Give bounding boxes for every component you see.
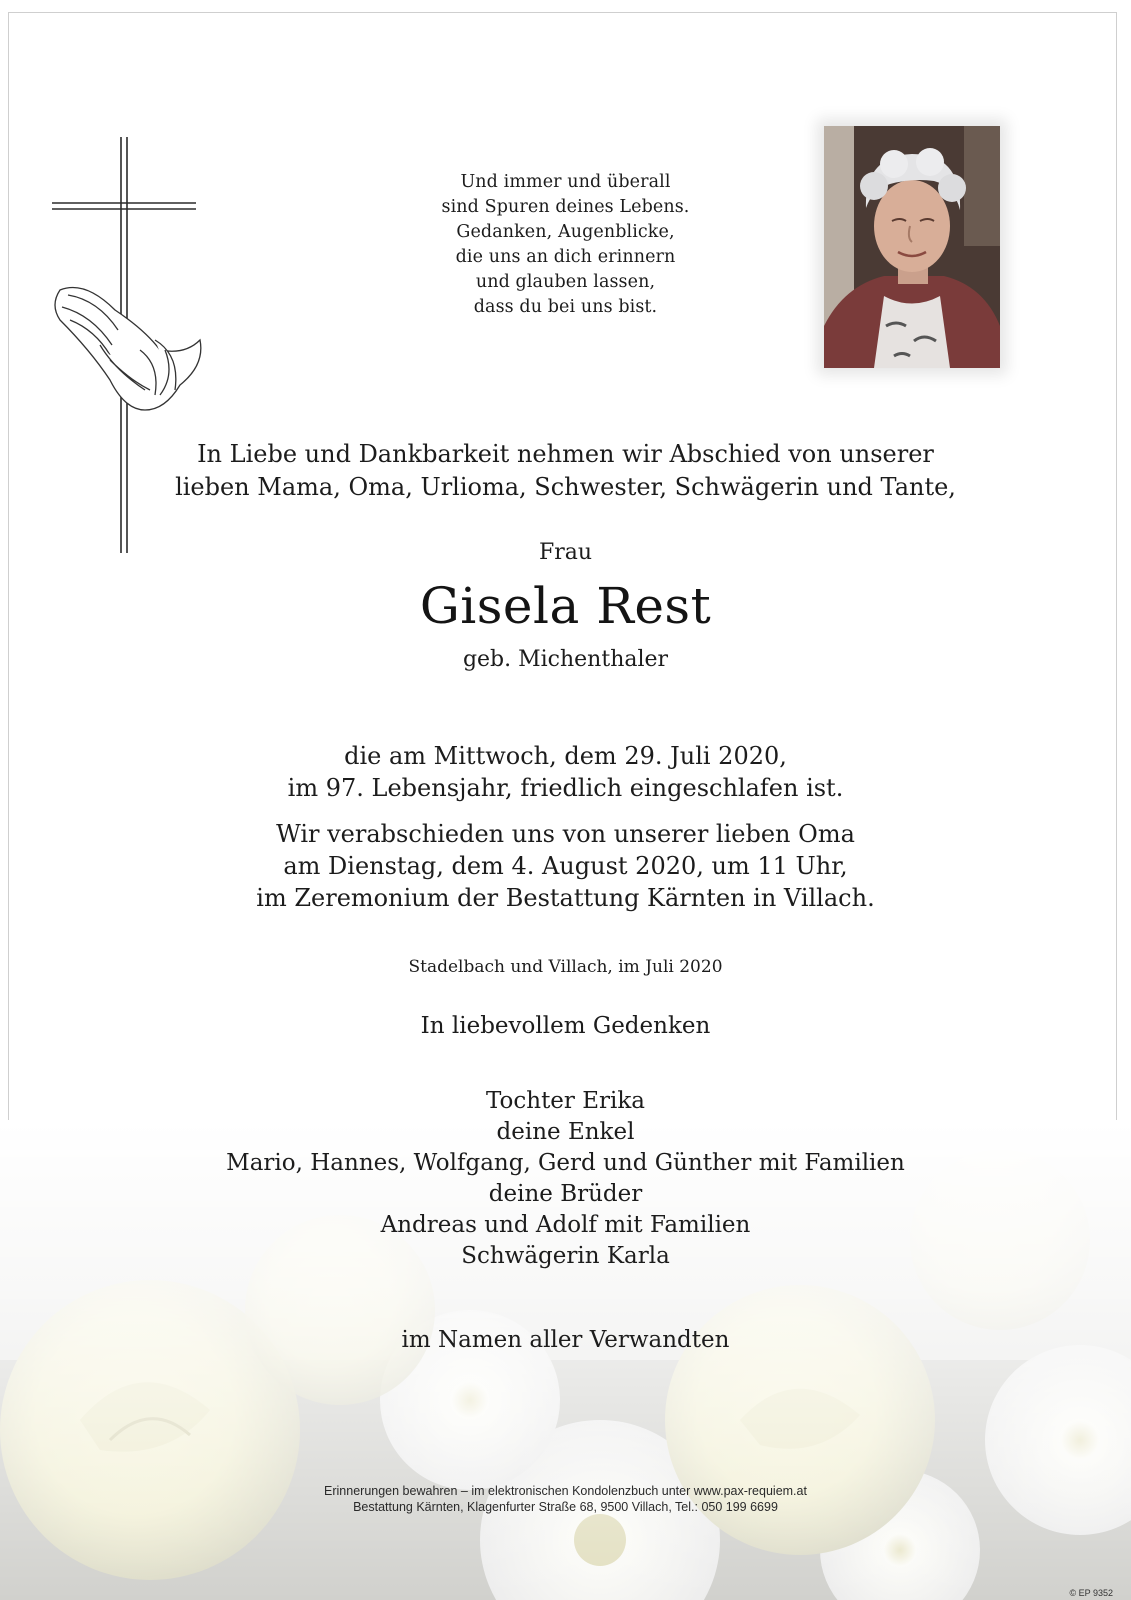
death-notice xyxy=(0,740,1131,804)
intro-line: lieben Mama, Oma, Urlioma, Schwester, Schwägerin und Tante, xyxy=(175,473,956,501)
place-date: Stadelbach und Villach, im Juli 2020 xyxy=(408,957,723,977)
salutation: Frau xyxy=(538,540,593,565)
family-line: Mario, Hannes, Wolfgang, Gerd und Günther mit Familien xyxy=(226,1150,905,1176)
service-line: Wir verabschieden uns von unserer lieben Oma xyxy=(276,820,855,848)
family-line: deine Brüder xyxy=(488,1181,643,1207)
footer xyxy=(0,1483,1131,1515)
poem-line: Gedanken, Augenblicke, xyxy=(456,222,675,242)
all-relatives-line: im Namen aller Verwandten xyxy=(401,1327,730,1353)
family-line: Tochter Erika xyxy=(485,1088,646,1114)
poem-line: dass du bei uns bist. xyxy=(473,297,658,317)
service-line: am Dienstag, dem 4. August 2020, um 11 Uhr, xyxy=(283,852,848,880)
poem-line: sind Spuren deines Lebens. xyxy=(441,197,690,217)
intro-line: In Liebe und Dankbarkeit nehmen wir Abschied von unserer xyxy=(197,440,934,468)
service-line: im Zeremonium der Bestattung Kärnten in Villach. xyxy=(256,884,875,912)
poem-block xyxy=(0,170,1131,320)
poem-line: und glauben lassen, xyxy=(475,272,656,292)
poem-line: die uns an dich erinnern xyxy=(455,247,676,267)
footer-condolence-line: Erinnerungen bewahren – im elektronischen Kondolenzbuch unter www.pax-requiem.at xyxy=(324,1484,807,1498)
death-line: im 97. Lebensjahr, friedlich eingeschlafen ist. xyxy=(287,774,844,802)
intro-text xyxy=(0,438,1131,504)
birth-name: geb. Michenthaler xyxy=(462,647,669,672)
footer-address-line: Bestattung Kärnten, Klagenfurter Straße 68, 9500 Villach, Tel.: 050 199 6699 xyxy=(353,1500,778,1514)
family-list xyxy=(0,1086,1131,1272)
deceased-name: Gisela Rest xyxy=(419,577,712,635)
template-code: © EP 9352 xyxy=(1069,1588,1113,1598)
memory-line: In liebevollem Gedenken xyxy=(420,1013,711,1039)
family-line: deine Enkel xyxy=(496,1119,635,1145)
funeral-service-info xyxy=(0,818,1131,914)
poem-line: Und immer und überall xyxy=(460,172,671,192)
death-line: die am Mittwoch, dem 29. Juli 2020, xyxy=(344,742,787,770)
family-line: Schwägerin Karla xyxy=(461,1243,670,1269)
family-line: Andreas und Adolf mit Familien xyxy=(380,1212,751,1238)
